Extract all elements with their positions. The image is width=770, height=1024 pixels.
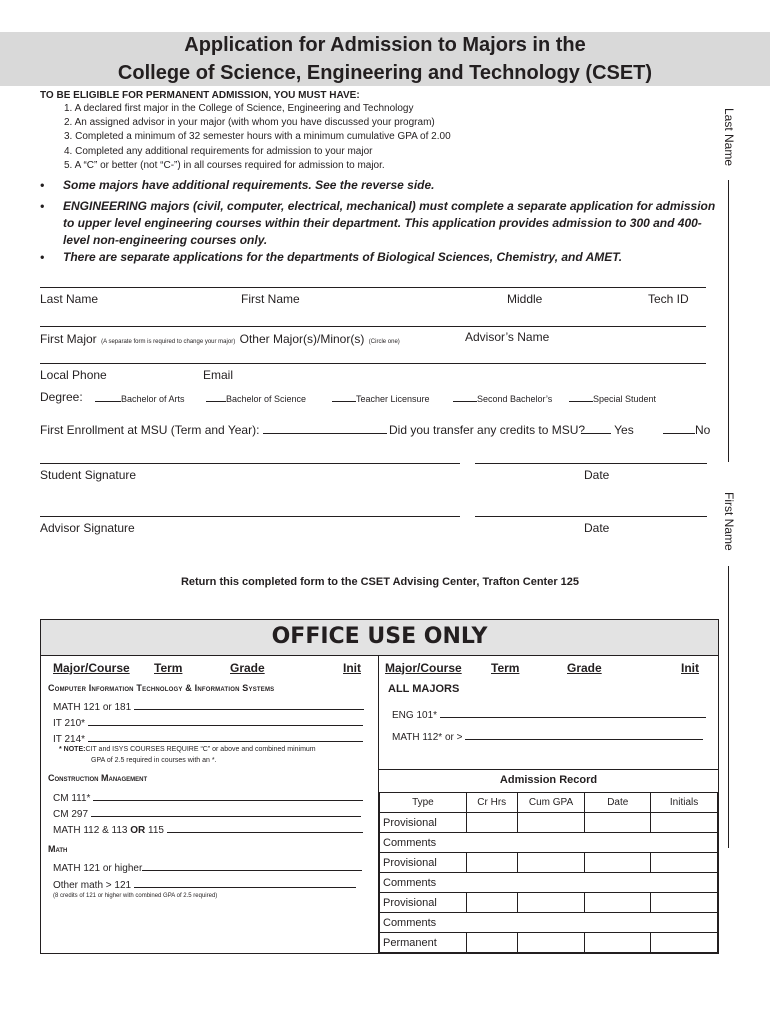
- page-title-line1: Application for Admission to Majors in the: [184, 34, 586, 56]
- cell-date[interactable]: [585, 853, 651, 873]
- degree-option-special[interactable]: [569, 392, 656, 404]
- table-row: [380, 913, 718, 933]
- cell-cr-hrs[interactable]: [466, 933, 517, 953]
- table-row: [380, 933, 718, 953]
- course-row-math121-higher[interactable]: [53, 861, 362, 874]
- major-line[interactable]: [40, 326, 706, 327]
- col-header-term: Term: [154, 661, 183, 675]
- eligibility-item: 1. A declared first major in the College of Science, Engineering and Technology: [64, 103, 414, 114]
- first-enrollment-blank[interactable]: [263, 424, 387, 434]
- eligibility-item: 2. An assigned advisor in your major (with whom you have discussed your program): [64, 117, 435, 128]
- phone-email-line[interactable]: [40, 363, 706, 364]
- first-major-note: (A separate form is required to change your major): [101, 339, 236, 345]
- advisor-date-label: Date: [584, 521, 610, 535]
- degree-option-bs[interactable]: [206, 392, 306, 404]
- email-label: Email: [203, 368, 234, 382]
- cell-initials[interactable]: [651, 933, 718, 953]
- course-label: ENG 101*: [392, 710, 438, 721]
- admission-record-title: Admission Record: [499, 774, 598, 786]
- table-header-cum-gpa: Cum GPA: [517, 793, 585, 813]
- col-header-init-right: Init: [681, 661, 699, 675]
- eligibility-item: 4. Completed any additional requirements for admission to your major: [64, 146, 373, 157]
- no-label: No: [695, 423, 711, 437]
- course-row-it214[interactable]: [53, 732, 363, 745]
- row-type: Provisional: [380, 853, 467, 873]
- side-last-name-line[interactable]: [728, 180, 729, 462]
- degree-label: Degree:: [40, 390, 83, 404]
- side-last-name-label: Last Name: [722, 108, 736, 167]
- degree-option-label: Second Bachelor’s: [477, 394, 553, 404]
- course-label: CM 111*: [53, 793, 91, 804]
- table-row: [380, 853, 718, 873]
- eligibility-heading: TO BE ELIGIBLE FOR PERMANENT ADMISSION, YOU MUST HAVE:: [40, 90, 360, 101]
- cits-note: [59, 746, 316, 753]
- cell-cum-gpa[interactable]: [517, 933, 585, 953]
- course-label: CM 297: [53, 809, 89, 820]
- student-date-line[interactable]: [475, 463, 707, 464]
- cell-date[interactable]: [585, 813, 651, 833]
- middle-label: Middle: [507, 292, 543, 306]
- col-header-term-right: Term: [491, 661, 520, 675]
- first-enrollment-label: First Enrollment at MSU (Term and Year):: [40, 423, 260, 437]
- admission-record-divider: [379, 769, 718, 770]
- course-row-math121[interactable]: [53, 700, 364, 713]
- degree-option-label: Teacher Licensure: [356, 394, 430, 404]
- course-row-other-math[interactable]: [53, 878, 356, 891]
- bullet-icon: •: [40, 178, 45, 192]
- table-header-date: Date: [585, 793, 651, 813]
- yes-label: Yes: [614, 423, 634, 437]
- cell-cr-hrs[interactable]: [466, 853, 517, 873]
- course-label: MATH 121 or higher: [53, 863, 143, 874]
- cits-heading: Computer Information Technology & Information Systems: [48, 683, 275, 693]
- degree-option-label: Bachelor of Arts: [121, 394, 185, 404]
- side-first-name-line[interactable]: [728, 566, 729, 848]
- cell-cum-gpa[interactable]: [517, 893, 585, 913]
- table-row: [380, 833, 718, 853]
- cm-heading: Construction Management: [48, 773, 148, 783]
- first-name-label: First Name: [241, 292, 300, 306]
- other-major-label: Other Major(s)/Minor(s): [239, 332, 365, 346]
- math-heading: Math: [48, 844, 68, 854]
- student-date-label: Date: [584, 468, 610, 482]
- course-row-cm297[interactable]: [53, 807, 361, 820]
- table-header-type: Type: [380, 793, 467, 813]
- degree-option-teacher[interactable]: [332, 392, 430, 404]
- bullet-text: ENGINEERING majors (civil, computer, electrical, mechanical) must complete a separate application for admission to upper level engineering courses within their department. This application provides admission to 300 and 400-level non-engineering courses only.: [63, 199, 716, 247]
- name-line[interactable]: [40, 287, 706, 288]
- advisor-signature-line[interactable]: [40, 516, 460, 517]
- row-type: Provisional: [380, 813, 467, 833]
- math-note: (8 credits of 121 or higher with combined GPA of 2.5 required): [53, 893, 218, 899]
- bullet-text: Some majors have additional requirements. See the reverse side.: [63, 178, 435, 192]
- transfer-yes-option[interactable]: [581, 423, 634, 437]
- table-row: [380, 813, 718, 833]
- table-row: [380, 893, 718, 913]
- last-name-label: Last Name: [40, 292, 99, 306]
- first-major-label: First Major: [40, 332, 97, 346]
- admission-record-table: [379, 792, 718, 953]
- advisor-name-label: Advisor’s Name: [465, 330, 550, 344]
- bullet-text: There are separate applications for the departments of Biological Sciences, Chemistry, and AMET.: [63, 250, 623, 264]
- cits-note-label: * NOTE:: [59, 746, 86, 753]
- bullet-icon: •: [40, 199, 45, 213]
- student-signature-label: Student Signature: [40, 468, 137, 482]
- course-row-it210[interactable]: [53, 716, 363, 729]
- side-first-name-label: First Name: [722, 492, 736, 551]
- cits-note-line2: GPA of 2.5 required in courses with an *.: [91, 757, 217, 764]
- course-row-eng101[interactable]: [392, 708, 706, 721]
- cell-date[interactable]: [585, 933, 651, 953]
- transfer-question: Did you transfer any credits to MSU?: [389, 423, 586, 437]
- course-row-cm111[interactable]: [53, 791, 363, 804]
- first-major-field: [40, 330, 400, 348]
- advisor-signature-label: Advisor Signature: [40, 521, 135, 535]
- row-comments[interactable]: Comments: [380, 913, 718, 933]
- first-enrollment-field[interactable]: [40, 423, 387, 437]
- cell-initials[interactable]: [651, 893, 718, 913]
- course-label: MATH 112 & 113: [53, 825, 128, 836]
- course-row-math112[interactable]: [53, 823, 363, 836]
- course-label: IT 210*: [53, 718, 86, 729]
- page-title-line2: College of Science, Engineering and Technology (CSET): [117, 62, 653, 84]
- row-comments[interactable]: Comments: [380, 833, 718, 853]
- row-type: Permanent: [380, 933, 467, 953]
- col-header-major-course-right: Major/Course: [385, 661, 462, 675]
- student-signature-line[interactable]: [40, 463, 460, 464]
- table-header-row: [380, 793, 718, 813]
- cell-initials[interactable]: [651, 813, 718, 833]
- bullet-icon: •: [40, 250, 45, 264]
- transfer-no-option[interactable]: [663, 423, 710, 437]
- col-header-grade: Grade: [230, 661, 265, 675]
- course-row-math112-right[interactable]: [392, 730, 703, 743]
- cits-note-text: CIT and ISYS COURSES REQUIRE “C” or above and combined minimum: [85, 746, 316, 753]
- other-major-note: (Circle one): [368, 339, 400, 345]
- col-header-grade-right: Grade: [567, 661, 602, 675]
- office-use-box: [40, 619, 719, 954]
- col-header-init: Init: [343, 661, 361, 675]
- eligibility-item: 3. Completed a minimum of 32 semester hours with a minimum cumulative GPA of 2.00: [64, 131, 451, 142]
- table-header-cr-hrs: Cr Hrs: [466, 793, 517, 813]
- advisor-date-line[interactable]: [475, 516, 707, 517]
- return-note: Return this completed form to the CSET Advising Center, Trafton Center 125: [180, 576, 580, 588]
- row-type: Provisional: [380, 893, 467, 913]
- all-majors-heading: ALL MAJORS: [388, 683, 460, 695]
- row-comments[interactable]: Comments: [380, 873, 718, 893]
- degree-option-second[interactable]: [453, 392, 552, 404]
- office-title: OFFICE USE ONLY: [271, 624, 488, 649]
- course-label: MATH 121 or 181: [53, 702, 132, 713]
- course-label: IT 214*: [53, 734, 86, 745]
- course-label: 115: [148, 825, 164, 836]
- course-label: Other math > 121: [53, 880, 132, 891]
- course-label: MATH 112* or >: [392, 732, 463, 743]
- col-header-major-course: Major/Course: [53, 661, 130, 675]
- cell-date[interactable]: [585, 893, 651, 913]
- degree-option-label: Bachelor of Science: [226, 394, 307, 404]
- degree-option-ba[interactable]: [95, 392, 185, 404]
- cell-initials[interactable]: [651, 853, 718, 873]
- degree-option-label: Special Student: [593, 394, 657, 404]
- table-header-initials: Initials: [651, 793, 718, 813]
- cell-cr-hrs[interactable]: [466, 813, 517, 833]
- local-phone-label: Local Phone: [40, 368, 107, 382]
- table-row: [380, 873, 718, 893]
- cell-cum-gpa[interactable]: [517, 853, 585, 873]
- eligibility-item: 5. A “C” or better (not “C-”) in all courses required for admission to major.: [64, 160, 385, 171]
- or-label: OR: [130, 825, 146, 836]
- cell-cum-gpa[interactable]: [517, 813, 585, 833]
- tech-id-label: Tech ID: [648, 292, 689, 306]
- cell-cr-hrs[interactable]: [466, 893, 517, 913]
